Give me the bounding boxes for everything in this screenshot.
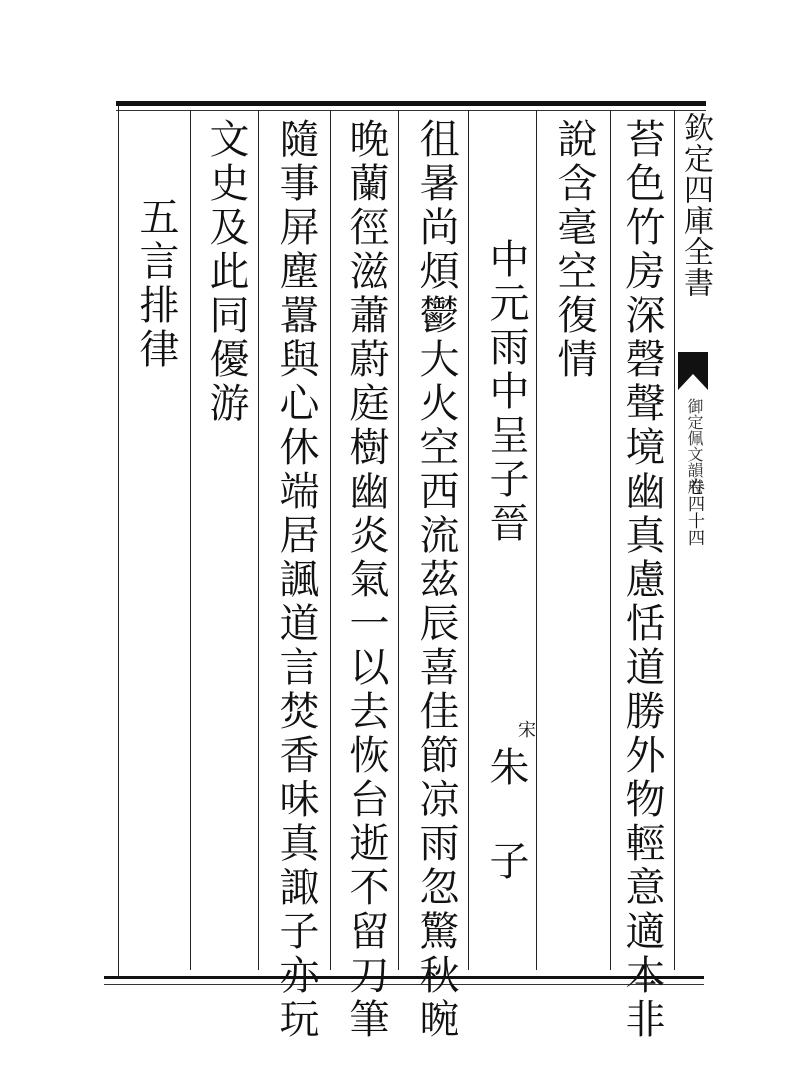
fish-tail-ornament-icon	[678, 352, 708, 390]
text-column: 徂暑尚煩鬱大火空西流茲辰喜佳節凉雨忽驚秋晼	[413, 118, 459, 1042]
author-name: 朱 子	[483, 746, 529, 884]
poem-title: 中元雨中呈子晉	[483, 238, 529, 546]
column-divider	[330, 110, 331, 970]
volume-number-margin: 卷四十四	[684, 478, 704, 546]
column-divider	[536, 110, 537, 970]
column-divider	[258, 110, 259, 970]
text-column: 晚蘭徑滋蕭蔚庭樹幽炎氣一以去恢台逝不留刀筆	[343, 118, 389, 1042]
text-column: 說含毫空復情	[551, 118, 597, 382]
column-divider	[190, 110, 191, 970]
book-title-margin: 欽定四庫全書	[678, 112, 713, 298]
column-divider	[610, 110, 611, 970]
text-column: 隨事屏塵囂與心休端居諷道言焚香味真諏子亦玩	[273, 118, 319, 1042]
section-heading: 五言排律	[133, 196, 179, 372]
top-border-rule	[116, 101, 706, 106]
book-subtitle-margin: 御定佩文韻府	[685, 398, 704, 494]
column-divider	[468, 110, 469, 970]
dynasty-label: 宋	[515, 720, 536, 738]
column-divider	[398, 110, 399, 970]
left-border-rule	[118, 106, 119, 978]
column-divider	[674, 110, 675, 970]
text-column: 苔色竹房深磬聲境幽真慮恬道勝外物輕意適本非	[619, 118, 665, 1042]
bottom-border-inner-rule	[104, 984, 704, 985]
top-border-inner-rule	[116, 110, 706, 111]
bottom-border-rule	[104, 976, 704, 979]
text-column: 文史及此同優游	[203, 118, 249, 426]
